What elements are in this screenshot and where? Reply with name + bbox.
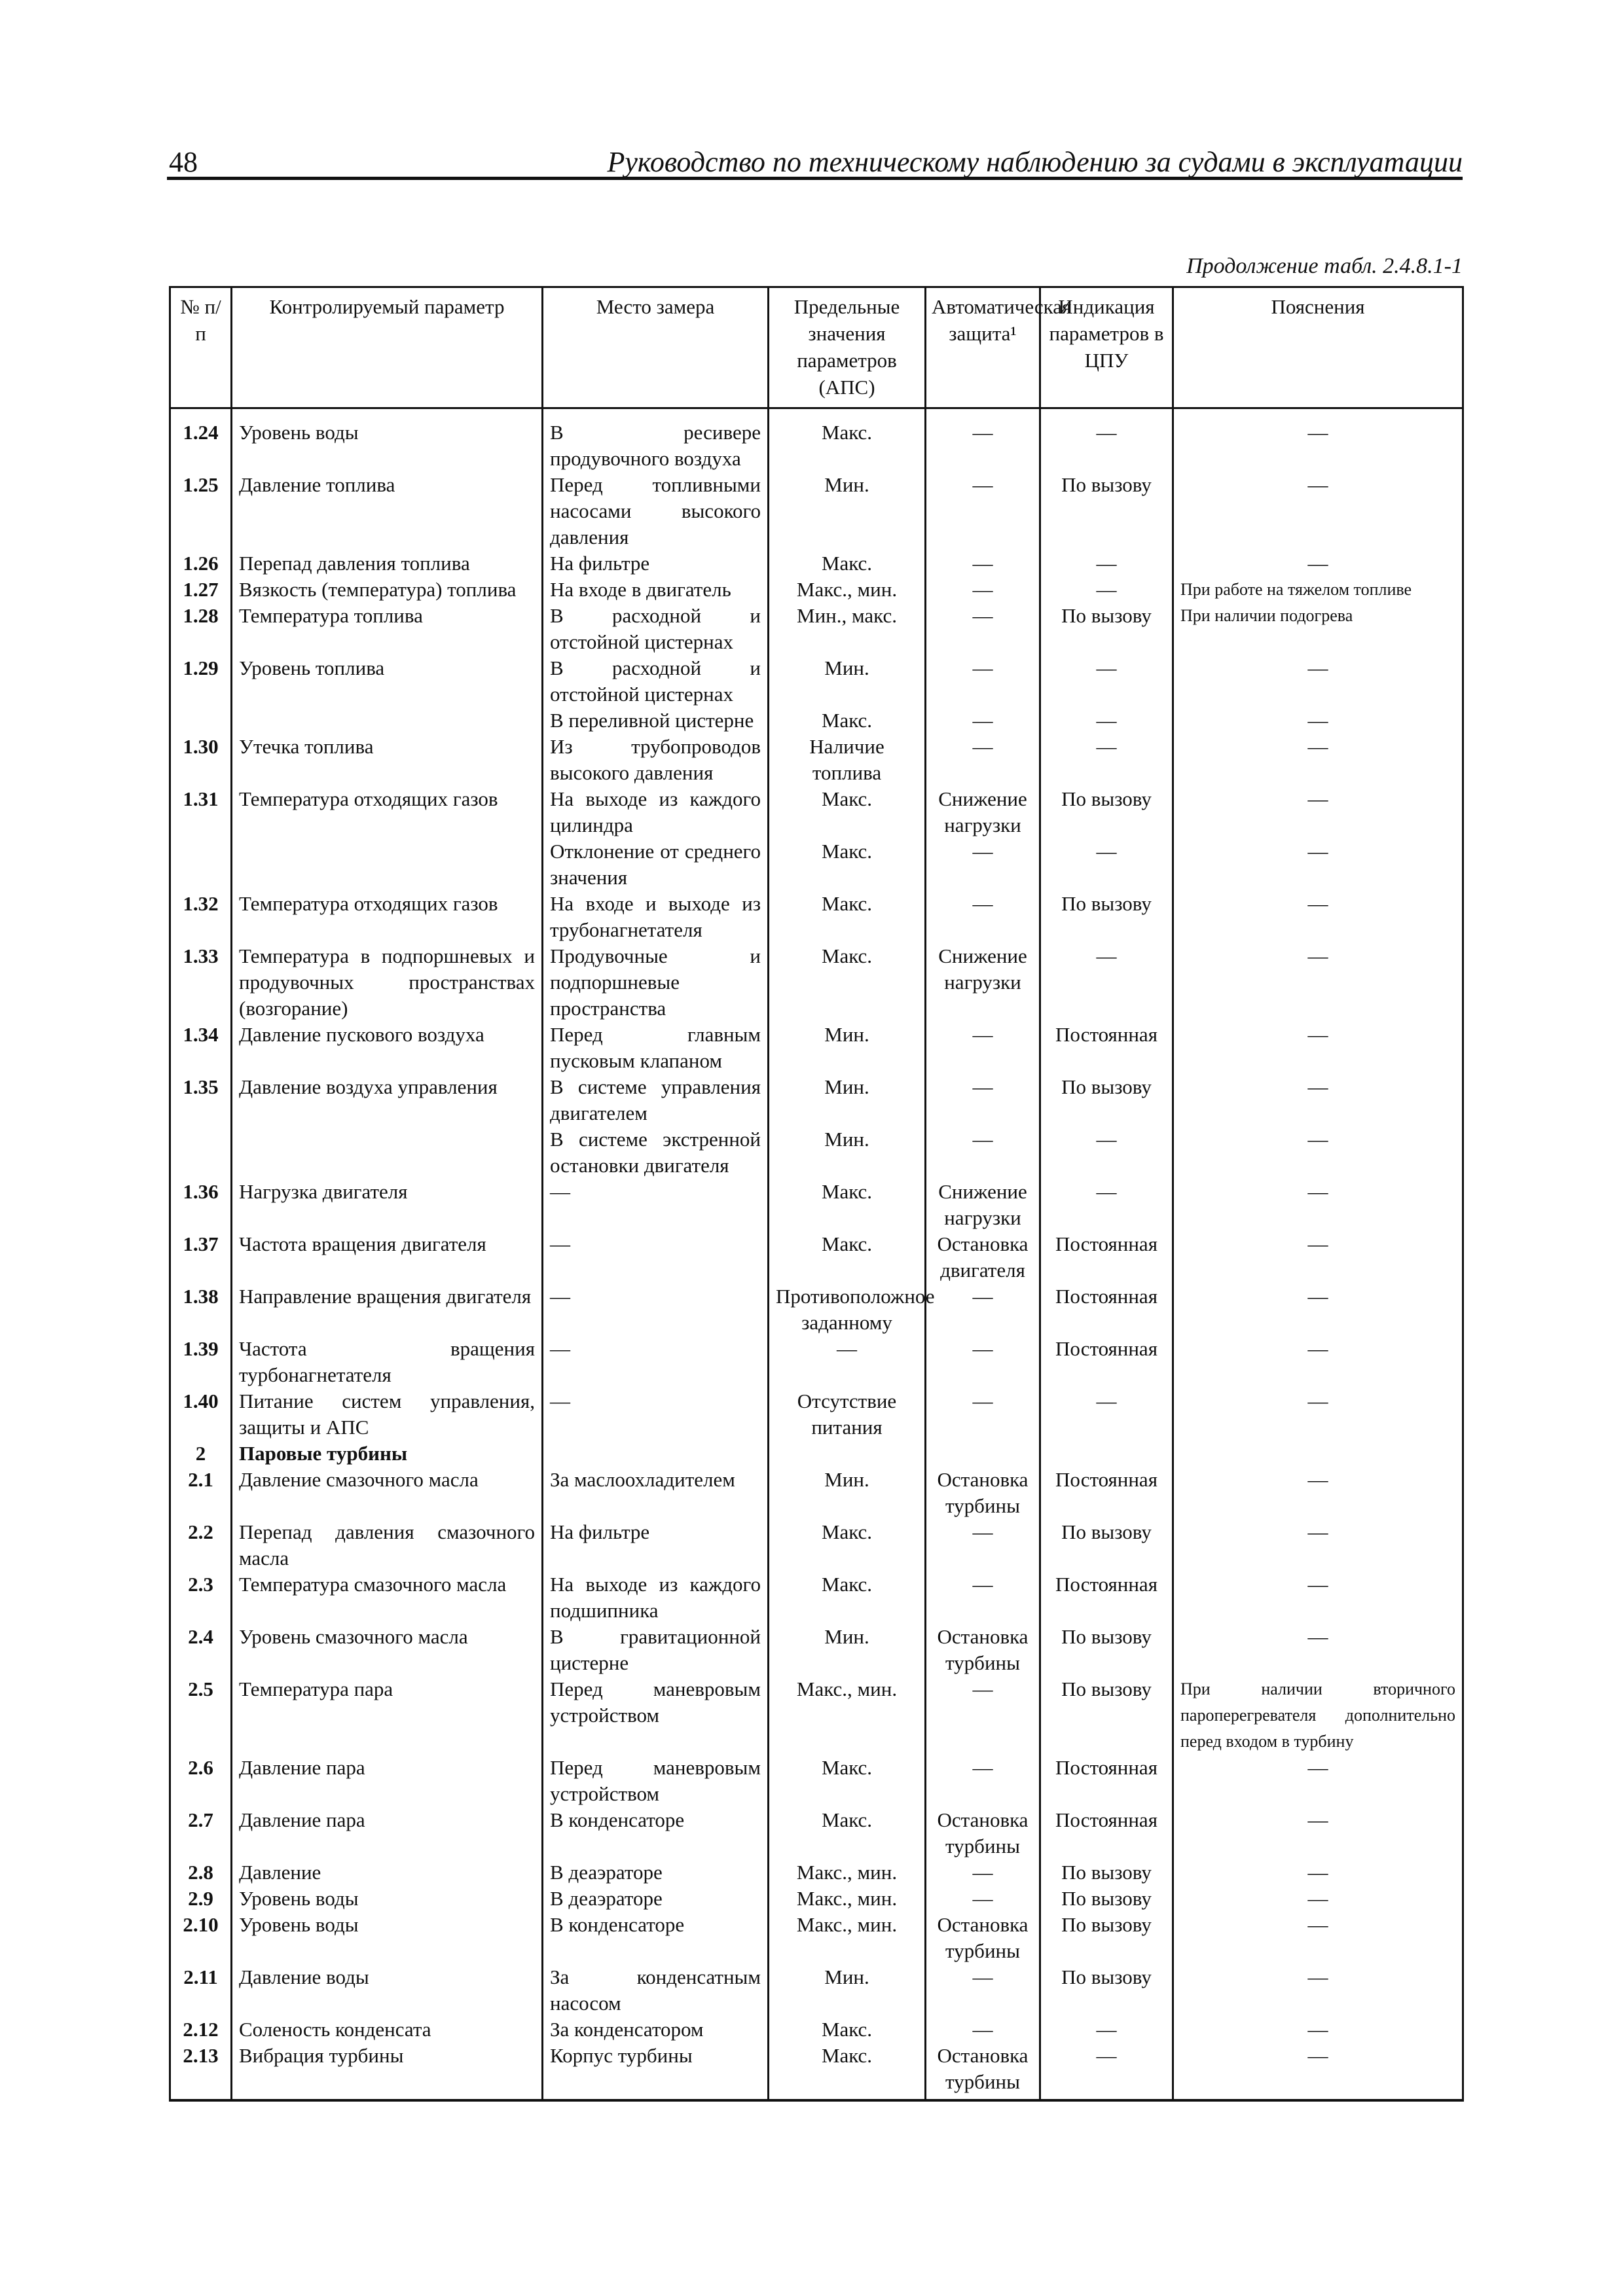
row-protection: Остановка турбины [926,1624,1040,1676]
row-parameter: Температура отходящих газов [232,891,543,943]
row-protection: Снижение нагрузки [926,1179,1040,1231]
row-place: На входе и выходе из трубонагнетателя [543,891,769,943]
row-number: 1.28 [170,603,232,655]
column-header-limit: Предельные значения параметров (АПС) [769,287,926,408]
row-protection: — [926,1571,1040,1624]
row-place: На выходе из каждого цилиндра [543,786,769,838]
row-number: 2.3 [170,1571,232,1624]
row-indication: — [1040,943,1173,1022]
row-indication: По вызову [1040,1074,1173,1126]
table-row [170,1519,1463,1571]
row-number: 2.6 [170,1755,232,1807]
row-protection: — [926,1519,1040,1571]
row-number: 2.8 [170,1859,232,1886]
row-place: На входе в двигатель [543,577,769,603]
row-indication: — [1040,550,1173,577]
row-indication: По вызову [1040,786,1173,838]
row-protection: Остановка турбины [926,1912,1040,1964]
row-note: — [1173,1624,1463,1676]
table-row [170,1231,1463,1283]
row-place: Продувочные и подпоршневые пространства [543,943,769,1022]
row-parameter: Уровень топлива [232,655,543,708]
table-row [170,577,1463,603]
row-indication: По вызову [1040,603,1173,655]
row-note: — [1173,734,1463,786]
row-note: При работе на тяжелом топливе [1173,577,1463,603]
row-place: На фильтре [543,1519,769,1571]
row-limit: Макс. [769,943,926,1022]
row-parameter: Утечка топлива [232,734,543,786]
row-parameter [232,708,543,734]
row-parameter: Питание систем управления, защиты и АПС [232,1388,543,1441]
row-protection: — [926,838,1040,891]
row-limit: Макс. [769,1807,926,1859]
row-number: 2.9 [170,1886,232,1912]
column-header-notes: Пояснения [1173,287,1463,408]
row-note: — [1173,1231,1463,1283]
table-row [170,1336,1463,1388]
row-place: На фильтре [543,550,769,577]
row-note: — [1173,1519,1463,1571]
row-note: — [1173,408,1463,473]
row-limit: Макс., мин. [769,577,926,603]
row-note: — [1173,1126,1463,1179]
row-limit: Макс. [769,1571,926,1624]
row-protection: — [926,1022,1040,1074]
row-indication [1040,1441,1173,1467]
row-number: 1.39 [170,1336,232,1388]
row-limit: Противоположное заданному [769,1283,926,1336]
row-protection: Остановка турбины [926,1807,1040,1859]
row-limit: Макс. [769,1519,926,1571]
row-limit: Мин. [769,655,926,708]
row-limit: Мин. [769,1624,926,1676]
row-note: — [1173,838,1463,891]
row-number [170,838,232,891]
row-indication: — [1040,408,1173,473]
row-number: 1.40 [170,1388,232,1441]
parameters-table [169,286,1464,2102]
table-row [170,786,1463,838]
row-protection: — [926,1755,1040,1807]
row-parameter: Вибрация турбины [232,2043,543,2100]
row-place: В ресивере продувочного воздуха [543,408,769,473]
row-place: В расходной и отстойной цистернах [543,655,769,708]
table-row [170,891,1463,943]
row-place: В конденсаторе [543,1912,769,1964]
row-note: — [1173,1179,1463,1231]
row-parameter: Уровень воды [232,408,543,473]
row-indication: Постоянная [1040,1231,1173,1283]
row-indication: По вызову [1040,1912,1173,1964]
row-number: 2 [170,1441,232,1467]
row-number: 1.30 [170,734,232,786]
row-place: — [543,1388,769,1441]
row-parameter: Температура в подпоршневых и продувочных пространствах (возгорание) [232,943,543,1022]
row-number: 1.38 [170,1283,232,1336]
row-indication: — [1040,655,1173,708]
row-note: — [1173,1755,1463,1807]
row-number: 2.11 [170,1964,232,2017]
row-note: — [1173,786,1463,838]
table-row [170,1859,1463,1886]
row-parameter [232,838,543,891]
row-indication: — [1040,838,1173,891]
row-indication: По вызову [1040,1676,1173,1755]
row-limit: Макс. [769,891,926,943]
row-indication: — [1040,1126,1173,1179]
row-note: — [1173,1336,1463,1388]
row-limit: Мин. [769,1022,926,1074]
row-number: 1.36 [170,1179,232,1231]
row-number: 1.29 [170,655,232,708]
column-header-number: № п/п [170,287,232,408]
row-limit: Макс., мин. [769,1886,926,1912]
row-note: — [1173,1571,1463,1624]
row-protection: — [926,1074,1040,1126]
column-header-indication: Индикация параметров в ЦПУ [1040,287,1173,408]
row-limit: — [769,1336,926,1388]
row-number: 2.10 [170,1912,232,1964]
row-limit: Макс. [769,786,926,838]
row-protection: Снижение нагрузки [926,943,1040,1022]
row-parameter [232,1126,543,1179]
row-note: — [1173,891,1463,943]
column-header-parameter: Контролируемый параметр [232,287,543,408]
row-place: — [543,1231,769,1283]
table-header [170,287,1463,408]
row-parameter: Давление топлива [232,472,543,550]
row-parameter: Вязкость (температура) топлива [232,577,543,603]
row-indication: По вызову [1040,1886,1173,1912]
table-row [170,472,1463,550]
row-number: 1.32 [170,891,232,943]
row-parameter: Паровые турбины [232,1441,543,1467]
row-number: 2.2 [170,1519,232,1571]
row-limit: Макс., мин. [769,1676,926,1755]
row-limit: Мин. [769,472,926,550]
table-row [170,1283,1463,1336]
row-parameter: Частота вращения турбонагнетателя [232,1336,543,1388]
row-limit: Макс. [769,708,926,734]
row-note: — [1173,1807,1463,1859]
row-number: 1.37 [170,1231,232,1283]
row-limit: Мин. [769,1964,926,2017]
row-indication: Постоянная [1040,1022,1173,1074]
row-protection: — [926,472,1040,550]
row-number: 1.31 [170,786,232,838]
row-limit: Макс. [769,838,926,891]
row-indication: — [1040,1388,1173,1441]
row-number: 2.12 [170,2017,232,2043]
row-number: 1.26 [170,550,232,577]
table-row [170,550,1463,577]
table-row [170,1126,1463,1179]
table-row [170,1624,1463,1676]
row-limit: Макс. [769,550,926,577]
row-limit: Макс. [769,1179,926,1231]
row-limit: Макс., мин. [769,1912,926,1964]
table-row [170,655,1463,708]
row-indication: — [1040,708,1173,734]
row-indication: По вызову [1040,1964,1173,2017]
row-place: В переливной цистерне [543,708,769,734]
table-row [170,1074,1463,1126]
row-protection: — [926,655,1040,708]
row-place: За конденсатором [543,2017,769,2043]
row-number: 2.5 [170,1676,232,1755]
table-row [170,1755,1463,1807]
row-parameter: Давление воды [232,1964,543,2017]
row-limit: Макс. [769,2043,926,2100]
table-row [170,1571,1463,1624]
row-protection: — [926,550,1040,577]
row-protection: Снижение нагрузки [926,786,1040,838]
row-protection: — [926,1886,1040,1912]
table-section-row [170,1441,1463,1467]
row-limit [769,1441,926,1467]
row-protection: — [926,708,1040,734]
row-parameter: Уровень воды [232,1886,543,1912]
row-parameter: Температура смазочного масла [232,1571,543,1624]
row-protection: — [926,603,1040,655]
row-indication: — [1040,577,1173,603]
table-row [170,1467,1463,1519]
row-indication: Постоянная [1040,1755,1173,1807]
table-row [170,2043,1463,2100]
row-place: — [543,1179,769,1231]
table-row [170,708,1463,734]
row-protection: — [926,1336,1040,1388]
row-note: — [1173,1283,1463,1336]
row-number: 2.4 [170,1624,232,1676]
column-header-place: Место замера [543,287,769,408]
row-limit: Мин. [769,1126,926,1179]
table-row [170,838,1463,891]
column-header-protection: Автоматическая защита¹ [926,287,1040,408]
row-limit: Макс. [769,1231,926,1283]
row-protection: — [926,1859,1040,1886]
row-parameter: Температура отходящих газов [232,786,543,838]
table-row [170,1676,1463,1755]
row-limit: Наличие топлива [769,734,926,786]
row-place: В деаэраторе [543,1859,769,1886]
row-note: — [1173,1859,1463,1886]
row-protection: — [926,1126,1040,1179]
row-protection: — [926,1964,1040,2017]
row-number: 1.33 [170,943,232,1022]
row-protection: — [926,2017,1040,2043]
row-indication: По вызову [1040,1859,1173,1886]
row-note: — [1173,1886,1463,1912]
row-place: Корпус турбины [543,2043,769,2100]
row-parameter: Давление пара [232,1755,543,1807]
table-row [170,2017,1463,2043]
table-row [170,1179,1463,1231]
row-place: В системе управления двигателем [543,1074,769,1126]
row-note: — [1173,2017,1463,2043]
row-place: В расходной и отстойной цистернах [543,603,769,655]
header-rule [167,177,1463,180]
row-note: — [1173,1912,1463,1964]
row-place: В конденсаторе [543,1807,769,1859]
row-protection: Остановка двигателя [926,1231,1040,1283]
row-indication: — [1040,2017,1173,2043]
row-indication: По вызову [1040,891,1173,943]
row-indication: — [1040,2043,1173,2100]
row-protection [926,1441,1040,1467]
row-indication: Постоянная [1040,1283,1173,1336]
row-note [1173,1441,1463,1467]
row-place: В гравитационной цистерне [543,1624,769,1676]
row-number: 1.34 [170,1022,232,1074]
row-parameter: Давление воздуха управления [232,1074,543,1126]
row-place: За маслоохладителем [543,1467,769,1519]
row-note: — [1173,1467,1463,1519]
row-number [170,708,232,734]
row-place: Перед маневровым устройством [543,1755,769,1807]
row-protection: — [926,734,1040,786]
table-row [170,1807,1463,1859]
row-indication: По вызову [1040,472,1173,550]
row-indication: По вызову [1040,1519,1173,1571]
table-body [170,408,1463,2101]
row-parameter: Температура пара [232,1676,543,1755]
row-number: 1.27 [170,577,232,603]
row-parameter: Давление смазочного масла [232,1467,543,1519]
row-indication: — [1040,1179,1173,1231]
row-parameter: Частота вращения двигателя [232,1231,543,1283]
row-indication: Постоянная [1040,1467,1173,1519]
table-row [170,1912,1463,1964]
row-place: Отклонение от среднего значения [543,838,769,891]
table-caption: Продолжение табл. 2.4.8.1-1 [1186,254,1463,278]
row-number [170,1126,232,1179]
row-number: 1.35 [170,1074,232,1126]
row-note: — [1173,708,1463,734]
row-place [543,1441,769,1467]
row-place: Перед главным пусковым клапаном [543,1022,769,1074]
row-protection: — [926,1283,1040,1336]
row-note: При наличии подогрева [1173,603,1463,655]
row-note: — [1173,2043,1463,2100]
row-limit: Мин., макс. [769,603,926,655]
row-place: На выходе из каждого подшипника [543,1571,769,1624]
row-indication: Постоянная [1040,1336,1173,1388]
running-head-title: Руководство по техническому наблюдению за судами в эксплуатации [607,146,1463,178]
row-number: 2.7 [170,1807,232,1859]
row-note: — [1173,1022,1463,1074]
row-place: — [543,1283,769,1336]
page-number: 48 [169,146,198,178]
row-note: — [1173,472,1463,550]
row-number: 1.24 [170,408,232,473]
row-parameter: Уровень смазочного масла [232,1624,543,1676]
row-limit: Макс. [769,1755,926,1807]
row-protection: — [926,1388,1040,1441]
row-parameter: Давление пара [232,1807,543,1859]
row-place: Перед топливными насосами высокого давления [543,472,769,550]
row-parameter: Направление вращения двигателя [232,1283,543,1336]
row-number: 2.1 [170,1467,232,1519]
row-note: — [1173,655,1463,708]
row-note: При наличии вторичного пароперегревателя дополнительно перед входом в турбину [1173,1676,1463,1755]
row-limit: Макс., мин. [769,1859,926,1886]
row-number: 2.13 [170,2043,232,2100]
row-note: — [1173,1074,1463,1126]
row-note: — [1173,1964,1463,2017]
row-limit: Макс. [769,2017,926,2043]
row-place: Из трубопроводов высокого давления [543,734,769,786]
table-row [170,734,1463,786]
table-row [170,1388,1463,1441]
row-note: — [1173,550,1463,577]
table-row [170,1886,1463,1912]
row-parameter: Уровень воды [232,1912,543,1964]
row-place: Перед маневровым устройством [543,1676,769,1755]
row-note: — [1173,943,1463,1022]
row-place: За конденсатным насосом [543,1964,769,2017]
row-protection: — [926,1676,1040,1755]
row-limit: Мин. [769,1074,926,1126]
table-row [170,408,1463,473]
row-protection: Остановка турбины [926,1467,1040,1519]
row-parameter: Перепад давления смазочного масла [232,1519,543,1571]
row-indication: Постоянная [1040,1807,1173,1859]
row-parameter: Температура топлива [232,603,543,655]
row-limit: Отсутствие питания [769,1388,926,1441]
row-parameter: Давление пускового воздуха [232,1022,543,1074]
row-place: — [543,1336,769,1388]
row-place: В деаэраторе [543,1886,769,1912]
row-indication: — [1040,734,1173,786]
row-place: В системе экстренной остановки двигателя [543,1126,769,1179]
row-parameter: Соленость конденсата [232,2017,543,2043]
row-indication: Постоянная [1040,1571,1173,1624]
table-row [170,943,1463,1022]
row-protection: Остановка турбины [926,2043,1040,2100]
row-note: — [1173,1388,1463,1441]
table-row [170,1964,1463,2017]
row-indication: По вызову [1040,1624,1173,1676]
row-protection: — [926,891,1040,943]
row-parameter: Нагрузка двигателя [232,1179,543,1231]
table-row [170,603,1463,655]
row-protection: — [926,577,1040,603]
row-parameter: Перепад давления топлива [232,550,543,577]
row-limit: Мин. [769,1467,926,1519]
row-parameter: Давление [232,1859,543,1886]
row-number: 1.25 [170,472,232,550]
table-row [170,1022,1463,1074]
row-protection: — [926,408,1040,473]
row-limit: Макс. [769,408,926,473]
